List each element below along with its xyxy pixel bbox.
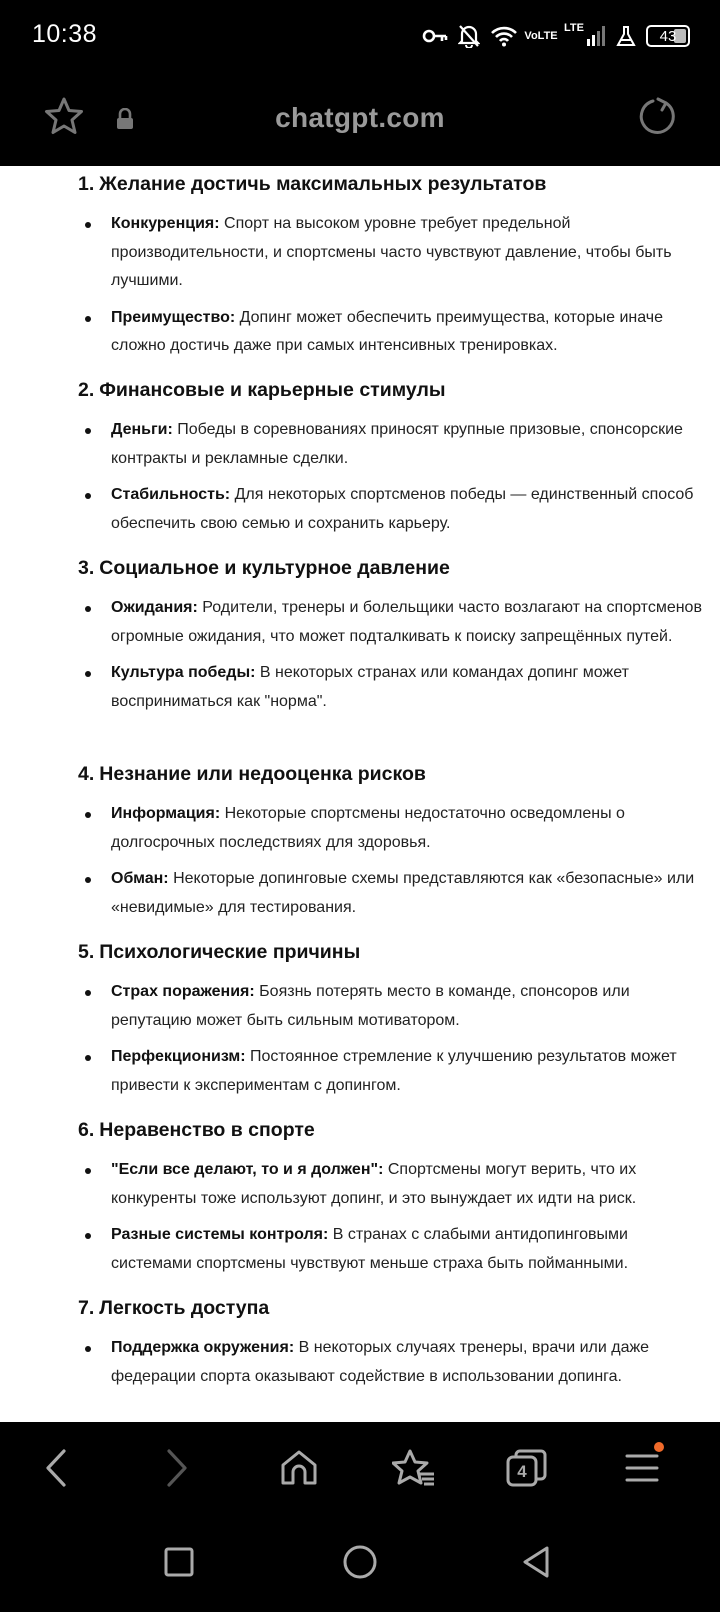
section	[0, 1116, 720, 1278]
list-item-label: "Если все делают, то и я должен":	[111, 1161, 384, 1178]
list-item	[78, 800, 710, 857]
list-item	[78, 210, 710, 296]
list-item-text: Родители, тренеры и болельщики часто возлагают на спортсменов огромные ожидания, что может подталкивать к поиску запрещённых путей.	[111, 599, 702, 645]
list-item-label: Конкуренция:	[111, 215, 220, 232]
status-time: 10:38	[32, 20, 98, 48]
section-heading	[78, 1294, 710, 1322]
section-heading	[78, 554, 710, 582]
list-item	[78, 304, 710, 361]
key-icon	[422, 28, 448, 44]
list-item	[78, 594, 710, 651]
list-item-label: Деньги:	[111, 421, 173, 438]
list-item-label: Перфекционизм:	[111, 1048, 246, 1065]
battery-level: 43	[659, 27, 677, 45]
battery-icon	[646, 25, 690, 47]
list-item-text: Постоянное стремление к улучшению результатов может привести к экспериментам с допингом.	[111, 1048, 677, 1094]
list-item-label: Обман:	[111, 870, 169, 887]
list-item	[78, 1043, 710, 1100]
list-item-text: Спортсмены могут верить, что их конкуренты тоже используют допинг, и это вынуждает их идти на риск.	[111, 1161, 637, 1207]
tabs-icon[interactable]	[503, 1444, 551, 1492]
notification-dot	[654, 1442, 664, 1452]
section	[0, 1294, 720, 1391]
list-item-text: Некоторые допинговые схемы представляются как «безопасные» или «невидимые» для тестирования.	[111, 870, 695, 916]
system-nav	[0, 1512, 720, 1612]
forward-icon[interactable]	[152, 1444, 200, 1492]
section-heading	[78, 376, 710, 404]
reload-icon[interactable]	[636, 96, 676, 141]
section-heading	[78, 760, 710, 788]
list-item-text: В странах с слабыми антидопинговыми системами спортсмены чувствуют меньше страха быть пойманными.	[111, 1226, 629, 1272]
section-number: 7.	[78, 1297, 95, 1319]
section-title: Легкость доступа	[99, 1297, 270, 1319]
url-text[interactable]: chatgpt.com	[275, 102, 445, 133]
back-triangle-icon[interactable]	[516, 1542, 556, 1582]
list-item-text: Спорт на высоком уровне требует предельной производительности, и спортсмены часто чувствуют давление, чтобы быть лучшими.	[111, 215, 672, 289]
list-item-label: Культура победы:	[111, 664, 256, 681]
section-heading	[78, 170, 710, 198]
section	[0, 170, 720, 361]
list-item-label: Преимущество:	[111, 308, 236, 326]
wifi-icon	[490, 25, 518, 47]
list-item	[78, 416, 710, 473]
list-item	[78, 481, 710, 538]
section	[0, 938, 720, 1100]
section-number: 5.	[78, 941, 95, 963]
section	[0, 760, 720, 922]
volte-bottom: LTE	[537, 29, 558, 42]
section-title: Незнание или недооценка рисков	[99, 763, 426, 785]
list-item-text: В некоторых случаях тренеры, врачи или даже федерации спорта оказывают содействие в использовании допинга.	[111, 1339, 650, 1385]
lte-label: LTE	[564, 22, 584, 34]
list-item-label: Поддержка окружения:	[111, 1339, 295, 1356]
section-heading	[78, 938, 710, 966]
bell-off-icon	[458, 24, 480, 48]
recents-icon[interactable]	[159, 1542, 199, 1582]
list-item-text: Боязнь потерять место в команде, спонсоров или репутацию может быть сильным мотиватором.	[111, 983, 630, 1029]
section-number: 6.	[78, 1119, 95, 1141]
section-number: 4.	[78, 763, 95, 785]
flask-icon	[616, 25, 636, 47]
volte-indicator	[524, 29, 558, 42]
section-title: Неравенство в спорте	[99, 1119, 315, 1141]
bookmarks-icon[interactable]	[390, 1444, 438, 1492]
home-icon[interactable]	[275, 1444, 323, 1492]
status-bar	[0, 0, 720, 72]
list-item-label: Разные системы контроля:	[111, 1226, 329, 1243]
tabs-count: 4	[517, 1462, 527, 1481]
volte-top: Vo	[524, 29, 538, 42]
section-title: Желание достичь максимальных результатов	[99, 173, 547, 195]
list-item	[78, 865, 710, 922]
section-heading	[78, 1116, 710, 1144]
back-icon[interactable]	[33, 1444, 81, 1492]
list-item-text: Победы в соревнованиях приносят крупные призовые, спонсорские контракты и рекламные сделки.	[111, 421, 683, 467]
list-item-text: Для некоторых спортсменов победы — единственный способ обеспечить свою семью и сохранить карьеру.	[111, 486, 694, 532]
section	[0, 554, 720, 716]
section-title: Финансовые и карьерные стимулы	[99, 379, 446, 401]
list-item-text: В некоторых странах или командах допинг может восприниматься как "норма".	[111, 664, 629, 710]
browser-bottom-nav	[0, 1422, 720, 1512]
list-item	[78, 978, 710, 1035]
section-number: 1.	[78, 173, 95, 195]
home-circle-icon[interactable]	[340, 1542, 380, 1582]
status-icons	[422, 20, 720, 52]
signal-icon	[586, 25, 606, 47]
page-content[interactable]	[0, 166, 720, 1422]
section-title: Психологические причины	[99, 941, 361, 963]
url-bar	[0, 72, 720, 166]
section-number: 2.	[78, 379, 95, 401]
list-item-text: Допинг может обеспечить преимущества, которые иначе сложно достичь даже при самых интенсивных тренировках.	[111, 308, 663, 354]
section-number: 3.	[78, 557, 95, 579]
section-title: Социальное и культурное давление	[99, 557, 450, 579]
list-item-label: Стабильность:	[111, 486, 231, 503]
list-item-label: Информация:	[111, 805, 221, 822]
list-item-label: Ожидания:	[111, 599, 198, 616]
list-item	[78, 1156, 710, 1213]
section	[0, 376, 720, 538]
list-item	[78, 659, 710, 716]
list-item-text: Некоторые спортсмены недостаточно осведомлены о долгосрочных последствиях для здоровья.	[111, 805, 625, 851]
list-item	[78, 1334, 710, 1391]
menu-icon[interactable]	[618, 1444, 666, 1492]
list-item	[78, 1221, 710, 1278]
list-item-label: Страх поражения:	[111, 983, 255, 1000]
